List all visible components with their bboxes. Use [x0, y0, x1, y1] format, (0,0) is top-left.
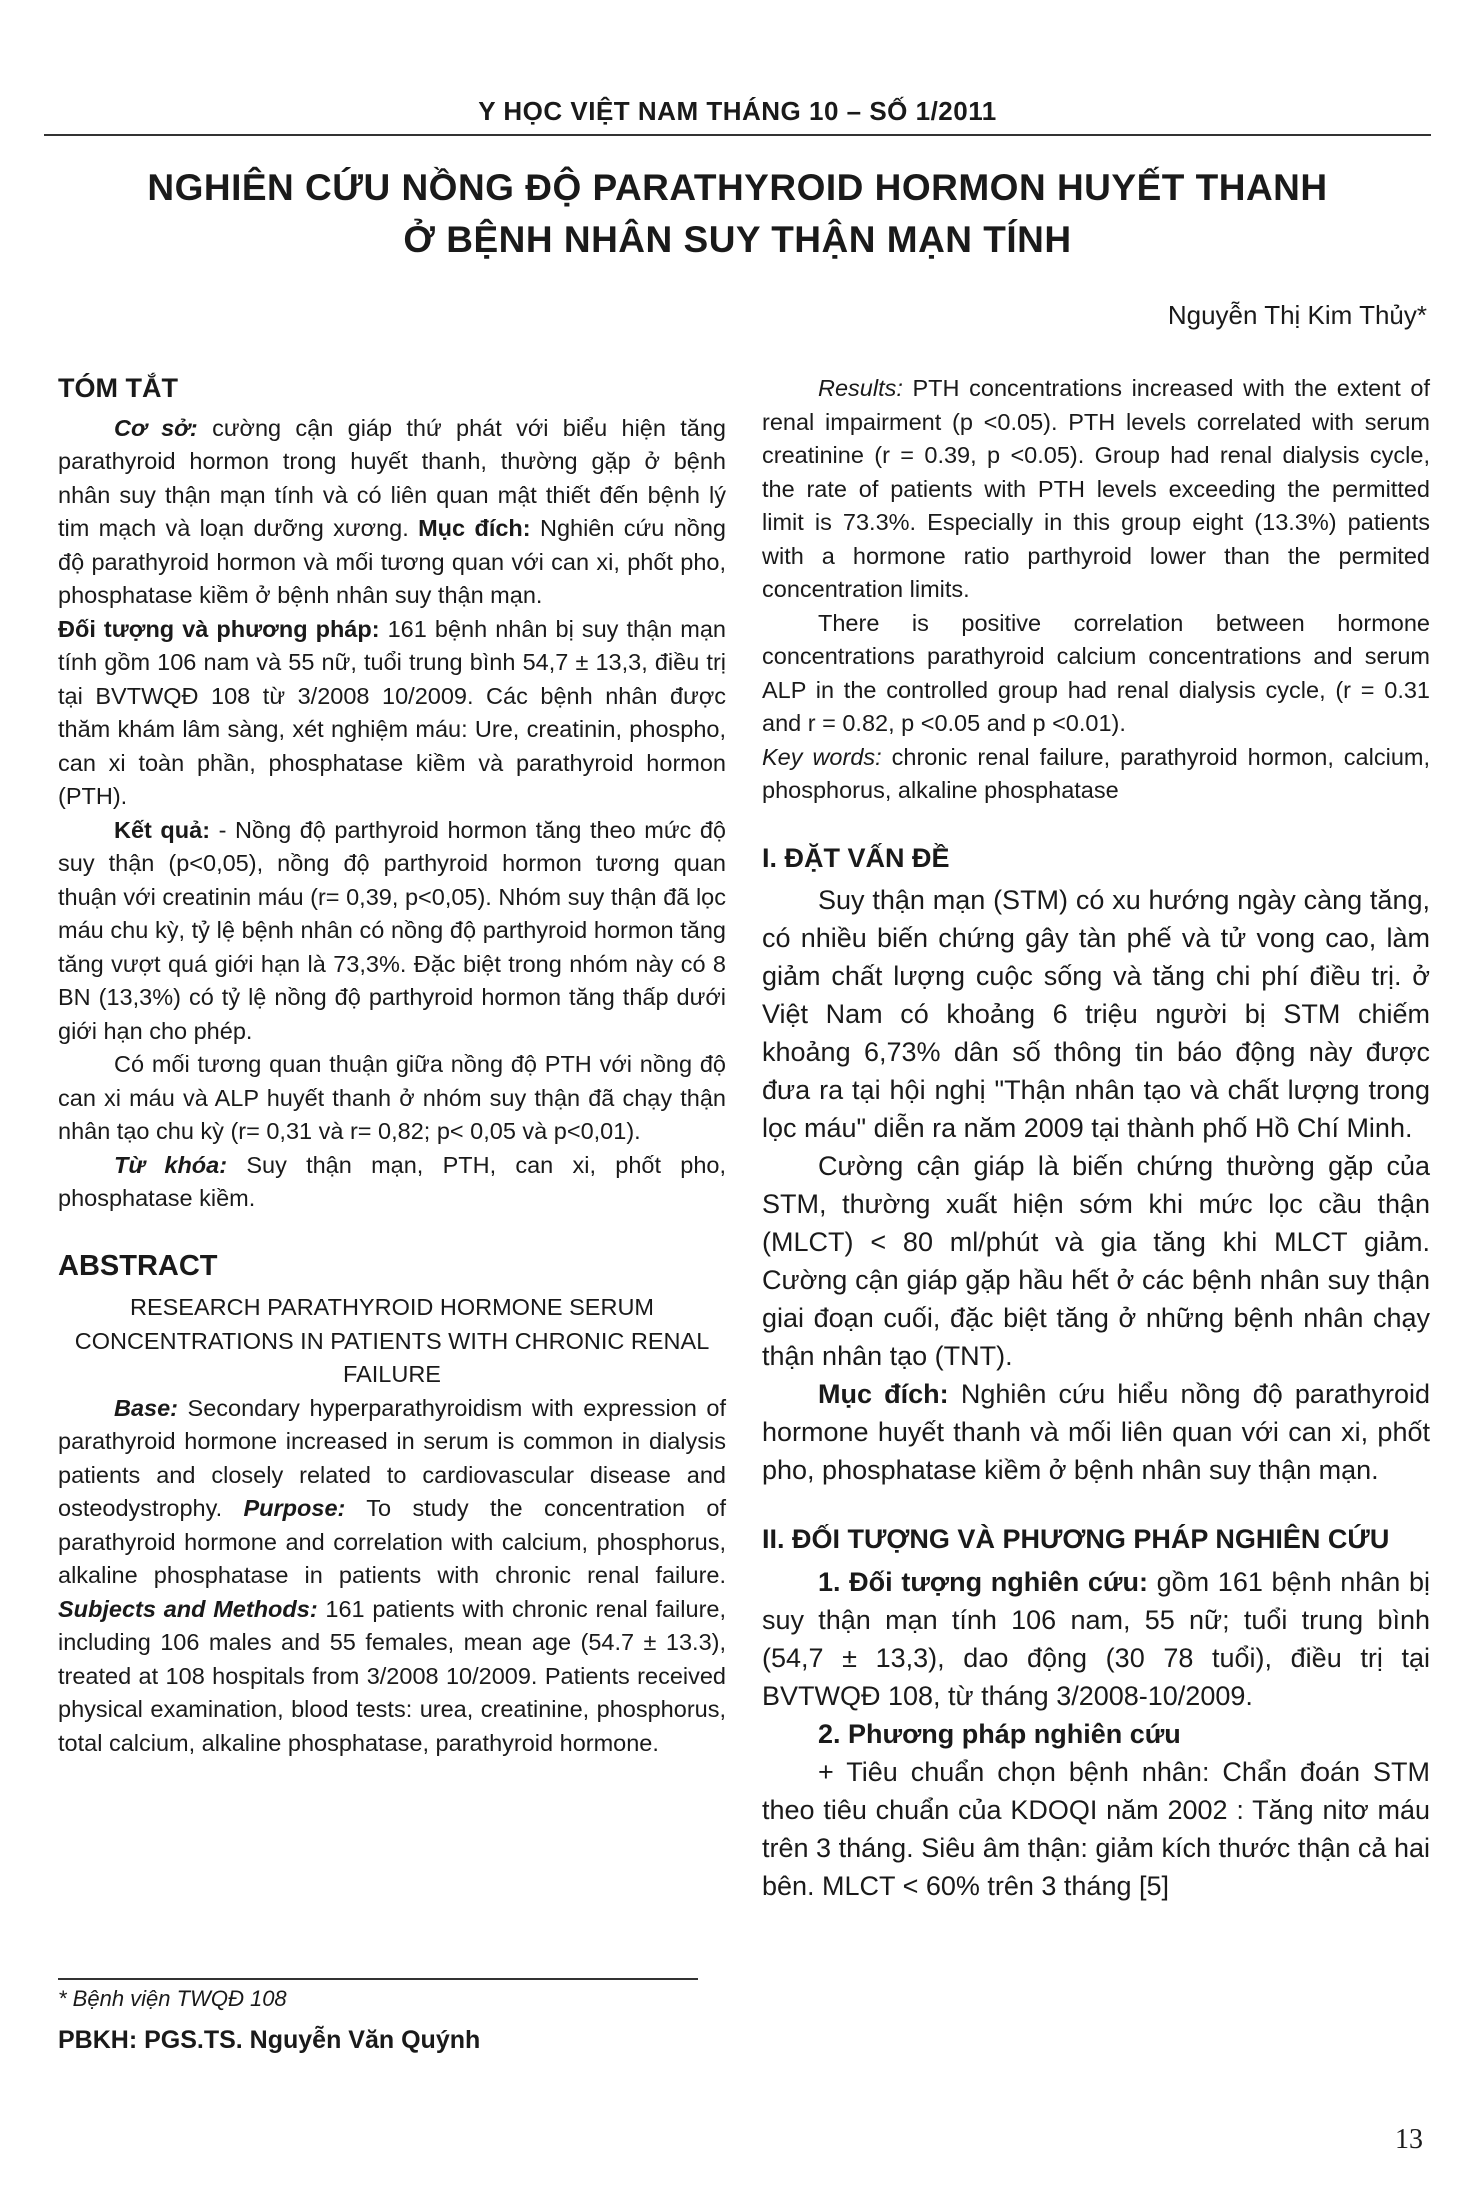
results-label: Results: [818, 375, 903, 401]
section-2-sub1-label: 1. Đối tượng nghiên cứu: [818, 1566, 1148, 1597]
section-1-p3-label: Mục đích: [818, 1379, 949, 1409]
tom-tat-tu-khoa [58, 1149, 726, 1216]
subjects-label: Subjects and Methods: [58, 1595, 318, 1622]
purpose-label: Purpose: [243, 1495, 346, 1521]
abstract-results [762, 372, 1430, 607]
tu-khoa-label: Từ khóa: [114, 1151, 228, 1178]
tom-tat-heading: TÓM TẮT [58, 373, 178, 403]
right-column [762, 372, 1430, 1905]
base-label: Base: [114, 1394, 179, 1421]
title-line-2: Ở BỆNH NHÂN SUY THẬN MẠN TÍNH [403, 219, 1072, 260]
co-so-text: cường cận giáp thứ phát với biểu hiện tăng parathyroid hormon trong huyết thanh, thường gặp ở bệnh nhân suy thận mạn tính và có liên quan mật thiết đến bệnh lý tim mạch và loạn dưỡng xương. [58, 414, 726, 541]
abstract-keywords [762, 741, 1430, 808]
section-2-sub2-label: 2. Phương pháp nghiên cứu [818, 1718, 1181, 1749]
footnote-rule [58, 1978, 698, 1980]
tu-khoa-text: Suy thận mạn, PTH, can xi, phốt pho, phosphatase kiềm. [58, 1151, 726, 1211]
section-1-heading: I. ĐẶT VẤN ĐỀ [762, 842, 950, 873]
results-text: PTH concentrations increased with the extent of renal impairment (p <0.05). PTH levels correlated with serum creatinine (r = 0.39, p <0.05). Group had renal dialysis cycle, the rate of patients with PTH levels exceeding the permitted limit is 73.3%. Especially in this group eight (13.3%) patients with a hormone ratio parthyroid lower than the permited concentration limits. [762, 375, 1430, 602]
section-2-heading: II. ĐỐI TƯỢNG VÀ PHƯƠNG PHÁP NGHIÊN CỨU [762, 1524, 1390, 1554]
muc-dich-label: Mục đích: [418, 515, 531, 541]
section-2-sub1 [762, 1563, 1430, 1715]
article-title [60, 162, 1415, 266]
section-1-p1: Suy thận mạn (STM) có xu hướng ngày càng tăng, có nhiều biến chứng gây tàn phế và tử vong cao, làm giảm chất lượng cuộc sống và tăng chi phí điều trị. ở Việt Nam có khoảng 6 triệu người bị STM chiếm khoảng 6,73% dân số thông tin báo động này được đưa ra tại hội nghị "Thận nhân tạo và chất lượng trong lọc máu" diễn ra năm 2009 tại thành phố Hồ Chí Minh. [762, 885, 1430, 1143]
tom-tat-tuong-quan: Có mối tương quan thuận giữa nồng độ PTH với nồng độ can xi máu và ALP huyết thanh ở nhóm suy thận đã chạy thận nhân tạo chu kỳ (r= 0,31 và r= 0,82; p< 0,05 và p<0,01). [58, 1051, 726, 1144]
page-number: 13 [1395, 2124, 1423, 2155]
section-2-sub2-text: + Tiêu chuẩn chọn bệnh nhân: Chẩn đoán STM theo tiêu chuẩn của KDOQI năm 2002 : Tăng nitơ máu trên 3 tháng. Siêu âm thận: giảm kích thước thận cả hai bên. MLCT < 60% trên 3 tháng [5] [762, 1756, 1430, 1901]
pbkh: PBKH: PGS.TS. Nguyễn Văn Quýnh [58, 2026, 481, 2054]
tom-tat-ket-qua [58, 814, 726, 1049]
co-so-label: Cơ sở: [114, 414, 198, 441]
section-1-p2: Cường cận giáp là biến chứng thường gặp của STM, thường xuất hiện sớm khi mức lọc cầu thận (MLCT) < 80 ml/phút và gia tăng khi MLCT giảm. Cường cận giáp gặp hầu hết ở các bệnh nhân suy thận giai đoạn cuối, đặc biệt tăng ở những bệnh nhân chạy thận nhân tạo (TNT). [762, 1151, 1430, 1371]
purpose-text: To study the concentration of parathyroid hormone and correlation with calcium, phosphorus, alkaline phosphatase in patients with chronic renal failure. [58, 1495, 726, 1588]
footnote: * Bệnh viện TWQĐ 108 [58, 1986, 287, 2011]
abstract-title: RESEARCH PARATHYROID HORMONE SERUM CONCENTRATIONS IN PATIENTS WITH CHRONIC RENAL FAILURE [74, 1294, 710, 1387]
journal-header: Y HỌC VIỆT NAM THÁNG 10 – SỐ 1/2011 [478, 96, 997, 126]
doi-tuong-label: Đối tượng và phương pháp: [58, 615, 380, 642]
abstract-correlation: There is positive correlation between hormone concentrations parathyroid calcium concentrations and serum ALP in the controlled group had renal dialysis cycle, (r = 0.31 and r = 0.82, p <0.05 and p <0.01). [762, 609, 1430, 736]
ket-qua-label: Kết quả: [114, 816, 211, 843]
author: Nguyễn Thị Kim Thủy* [1167, 300, 1427, 330]
tom-tat-doi-tuong [58, 613, 726, 814]
title-line-1: NGHIÊN CỨU NỒNG ĐỘ PARATHYROID HORMON HUYẾT THANH [147, 167, 1328, 208]
section-1-p3-text: Nghiên cứu hiểu nồng độ parathyroid hormone huyết thanh và mối liên quan với can xi, phốt pho, phosphatase kiềm ở bệnh nhân suy thận mạn. [762, 1379, 1430, 1485]
section-2-sub1-text: gồm 161 bệnh nhân bị suy thận mạn tính 106 nam, 55 nữ; tuổi trung bình (54,7 ± 13,3), dao động (30 78 tuổi), điều trị tại BVTWQĐ 108, từ tháng 3/2008-10/2009. [762, 1566, 1431, 1711]
section-2-sub2-heading [762, 1715, 1430, 1753]
abstract-heading: ABSTRACT [58, 1249, 218, 1282]
section-1-p3 [762, 1375, 1430, 1489]
ket-qua-text: - Nồng độ parthyroid hormon tăng theo mức độ suy thận (p<0,05), nồng độ parthyroid hormon tương quan thuận với creatinin máu (r= 0,39, p<0,05). Nhóm suy thận đã lọc máu chu kỳ, tỷ lệ bệnh nhân có nồng độ parthyroid hormon tăng tăng vượt quá giới hạn là 73,3%. Đặc biệt trong nhóm này có 8 BN (13,3%) có tỷ lệ nồng độ parthyroid hormon tăng thấp dưới giới hạn cho phép. [58, 816, 726, 1044]
doi-tuong-text: 161 bệnh nhân bị suy thận mạn tính gồm 106 nam và 55 nữ, tuổi trung bình 54,7 ± 13,3, điều trị tại BVTWQĐ 108 từ 3/2008 10/2009. Các bệnh nhân được thăm khám lâm sàng, xét nghiệm máu: Ure, creatinin, phospho, can xi toàn phần, phosphatase kiềm và parathyroid hormon (PTH). [58, 615, 726, 809]
muc-dich-text: Nghiên cứu nồng độ parathyroid hormon và mối tương quan với can xi, phốt pho, phosphatase kiềm ở bệnh nhân suy thận mạn. [58, 515, 726, 608]
subjects-text: 161 patients with chronic renal failure, including 106 males and 55 females, mean age (54.7 ± 13.3), treated at 108 hospitals from 3/2008 10/2009. Patients received physical examination, blood tests: urea, creatinine, phosphorus, total calcium, alkaline phosphatase, parathyroid hormone. [58, 1595, 726, 1756]
tom-tat-co-so [58, 412, 726, 613]
keywords-label: Key words: [762, 743, 882, 770]
header-rule [44, 134, 1431, 136]
base-text: Secondary hyperparathyroidism with expression of parathyroid hormone increased in serum is common in dialysis patients and closely related to cardiovascular disease and osteodystrophy. [58, 1394, 726, 1521]
keywords-text: chronic renal failure, parathyroid hormon, calcium, phosphorus, alkaline phosphatase [762, 743, 1430, 803]
abstract-body [58, 1392, 726, 1761]
left-column [58, 372, 726, 1760]
